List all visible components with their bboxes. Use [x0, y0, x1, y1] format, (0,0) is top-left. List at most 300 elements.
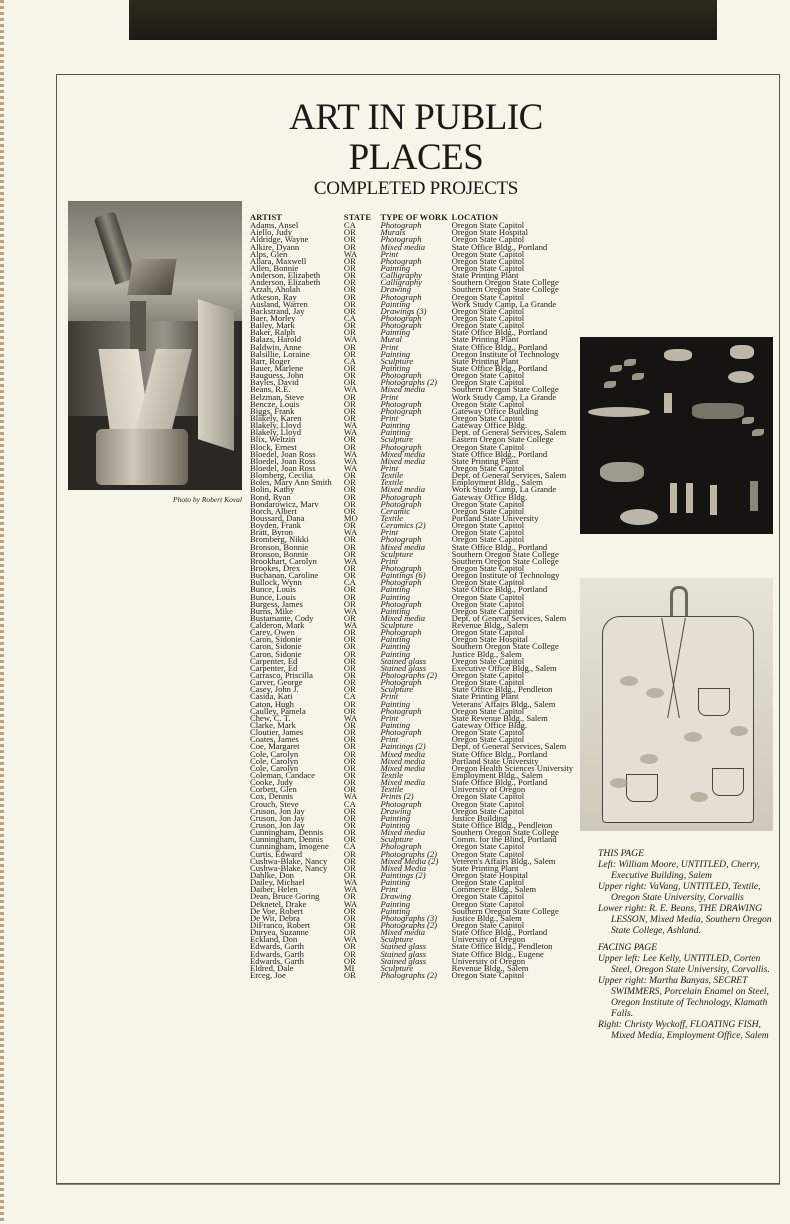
cell-state: OR — [343, 441, 356, 452]
cell-state: OR — [343, 955, 356, 966]
page-title-line-2: PLACES — [348, 137, 484, 178]
cell-location: Employment Bldg., Salem — [451, 770, 543, 781]
cell-type-of-work: Sculpture — [380, 834, 414, 845]
cell-location: Executive Office Bldg., Salem — [451, 662, 557, 673]
caption-this-page-heading: THIS PAGE — [598, 848, 644, 859]
cell-location: Oregon State Hospital — [451, 869, 528, 880]
cell-state: OR — [343, 612, 356, 623]
cell-type-of-work: Drawings (3) — [380, 305, 427, 316]
cell-location: State Office Bldg., Portland — [451, 748, 548, 759]
cell-type-of-work: Print — [380, 248, 399, 259]
table-row — [250, 879, 590, 886]
cell-location: Oregon State Capitol — [451, 605, 525, 616]
cell-type-of-work: Photograph — [380, 370, 422, 381]
cell-type-of-work: Paintings (2) — [380, 741, 426, 752]
cell-state: MI — [343, 962, 355, 973]
cell-type-of-work: Photograph — [380, 220, 422, 231]
jacket-hanger — [670, 586, 688, 619]
cell-location: State Office Bldg., Portland — [451, 541, 548, 552]
cell-artist: Borch, Albert — [250, 505, 297, 516]
photo-captions — [598, 848, 778, 1041]
textile-figure — [686, 483, 693, 513]
cell-artist: Cole, Carolyn — [250, 755, 299, 766]
cell-type-of-work: Mixed media — [380, 748, 426, 759]
cell-type-of-work: Murals — [380, 227, 406, 238]
cell-artist: Baldwin, Anne — [250, 341, 302, 352]
cell-location: State Office Bldg., Eugene — [451, 948, 544, 959]
cell-artist: Aiello, Judy — [250, 227, 293, 238]
cell-state: OR — [343, 377, 356, 388]
jacket-pocket — [698, 688, 730, 716]
cell-artist: Block, Ernest — [250, 441, 297, 452]
cell-location: Dept. of General Services, Salem — [451, 612, 567, 623]
page-binding-edge — [0, 0, 4, 1224]
cell-type-of-work: Photographs (2) — [380, 969, 438, 980]
cell-type-of-work: Print — [380, 462, 399, 473]
cell-type-of-work: Mixed media — [380, 455, 426, 466]
cell-artist: Boyden, Frank — [250, 520, 302, 531]
cell-location: Oregon State Capitol — [451, 655, 525, 666]
cell-state: OR — [343, 591, 356, 602]
cell-state: OR — [343, 705, 356, 716]
cell-artist: Blakely, Karen — [250, 412, 302, 423]
cell-location: Oregon State Capitol — [451, 220, 525, 231]
cell-type-of-work: Photograph — [380, 498, 422, 509]
cell-type-of-work: Painting — [380, 420, 411, 431]
cell-type-of-work: Painting — [380, 298, 411, 309]
cell-artist: Cruson, Jon Jay — [250, 820, 305, 830]
cell-artist: Bustamante, Cody — [250, 612, 314, 623]
cell-artist: Boles, Mary Ann Smith — [250, 477, 332, 488]
cell-location: Southern Oregon State College — [451, 277, 559, 288]
cell-artist: De Voe, Robert — [250, 905, 303, 916]
cell-type-of-work: Painting — [380, 427, 411, 438]
table-row — [250, 729, 590, 736]
cell-state: OR — [343, 777, 356, 788]
table-row — [250, 969, 590, 980]
completed-projects-table — [250, 214, 590, 979]
cell-type-of-work: Print — [380, 391, 399, 402]
cell-state: WA — [343, 462, 358, 473]
cell-location: State Printing Plant — [451, 355, 519, 366]
cell-artist: Baker, Ralph — [250, 327, 295, 338]
cell-artist: Brookes, Drex — [250, 562, 301, 573]
cell-state: OR — [343, 541, 356, 552]
cell-state: OR — [343, 748, 356, 759]
cell-artist: Edwards, Garth — [250, 948, 304, 959]
cell-artist: Beans, R.E. — [250, 384, 291, 395]
cell-location: Portland State University — [451, 755, 539, 766]
header-black-bar — [129, 0, 717, 40]
textile-animal — [730, 345, 754, 359]
cell-type-of-work: Drawing — [380, 891, 412, 902]
table-row — [250, 348, 590, 359]
cell-type-of-work: Stained glass — [380, 941, 427, 952]
cell-location: Oregon State Capitol — [451, 320, 525, 331]
cell-state: OR — [343, 869, 356, 880]
cell-artist: Bunce, Louis — [250, 584, 296, 595]
cell-artist: Burns, Mike — [250, 605, 293, 616]
cell-type-of-work: Print — [380, 734, 399, 745]
cell-artist: Calderon, Mark — [250, 620, 305, 631]
cell-type-of-work: Mixed media — [380, 384, 426, 395]
cell-artist: Eckland, Don — [250, 934, 298, 945]
cell-location: University of Oregon — [451, 784, 526, 795]
cell-state: WA — [343, 898, 358, 909]
cell-location: State Office Bldg., Portland — [451, 777, 548, 788]
cell-state: OR — [343, 927, 356, 938]
cell-state: OR — [343, 298, 356, 309]
cell-location: Employment Bldg., Salem — [451, 477, 543, 488]
cell-artist: Cox, Dennis — [250, 791, 293, 802]
cell-location: Oregon State Capitol — [451, 705, 525, 716]
cell-state: OR — [343, 477, 356, 488]
textile-figure — [710, 485, 717, 515]
cell-state: OR — [343, 762, 356, 773]
cell-artist: Casida, Kati — [250, 691, 293, 702]
sculpture-stem — [130, 301, 146, 351]
cell-artist: Chew, C. T. — [250, 712, 291, 723]
cell-artist: Coleman, Candace — [250, 770, 315, 781]
cell-state: WA — [343, 877, 358, 888]
cell-location: University of Oregon — [451, 955, 526, 966]
cell-state: OR — [343, 263, 356, 274]
cell-type-of-work: Photographs (3) — [380, 912, 438, 923]
cell-artist: Blix, Weltzin — [250, 434, 296, 445]
cell-state: CA — [343, 577, 356, 588]
cell-artist: Duryea, Suzanne — [250, 927, 309, 938]
cell-artist: Bullock, Wynn — [250, 577, 302, 588]
cell-type-of-work: Mixed media — [380, 484, 426, 495]
cell-artist: Cooke, Judy — [250, 777, 293, 788]
cell-state: OR — [343, 398, 356, 409]
cell-type-of-work: Painting — [380, 605, 411, 616]
cell-state: OR — [343, 270, 356, 281]
cell-type-of-work: Stained glass — [380, 948, 427, 959]
cell-state: OR — [343, 827, 356, 838]
cell-artist: Backstrand, Jay — [250, 305, 305, 316]
cell-state: OR — [343, 648, 356, 659]
cell-artist: Buchanan, Caroline — [250, 570, 319, 581]
cell-location: Eastern Oregon State College — [451, 434, 554, 445]
cell-state: OR — [343, 820, 356, 830]
cell-location: Oregon State Capitol — [451, 534, 525, 545]
table-row — [250, 779, 590, 786]
cell-state: OR — [343, 241, 356, 252]
cell-artist: Cruson, Jon Jay — [250, 812, 305, 823]
cell-location: Dept. of General Services, Salem — [451, 741, 567, 752]
cell-type-of-work: Painting — [380, 348, 411, 359]
cell-artist: Caton, Hugh — [250, 698, 294, 709]
cell-artist: Alps, Glen — [250, 248, 288, 259]
cell-artist: Casey, John J. — [250, 684, 299, 695]
cell-artist: Bratt, Byron — [250, 527, 293, 538]
page-title-line-1: ART IN PUBLIC — [289, 97, 543, 138]
cell-artist: Balsillie, Loraine — [250, 348, 310, 359]
table-row — [250, 686, 590, 693]
textile-pig — [620, 509, 658, 525]
cell-type-of-work: Print — [380, 341, 399, 352]
cell-artist: Bayles, David — [250, 377, 299, 388]
cell-state: OR — [343, 405, 356, 416]
table-body — [250, 222, 590, 979]
cell-type-of-work: Sculpture — [380, 620, 414, 631]
cell-type-of-work: Photograph — [380, 234, 422, 245]
cell-artist: Caron, Sidonie — [250, 634, 302, 645]
page-subtitle: COMPLETED PROJECTS — [313, 178, 519, 199]
textile-figure — [750, 481, 758, 511]
cell-type-of-work: Mixed Media — [380, 862, 427, 873]
textile-leaf — [742, 417, 754, 424]
textile-figure — [664, 393, 672, 413]
cell-location: Comm. for the Blind, Portland — [451, 834, 557, 845]
cell-type-of-work: Painting — [380, 820, 411, 830]
cell-type-of-work: Drawing — [380, 805, 412, 816]
cell-state: CA — [343, 798, 356, 809]
cell-artist: Edwards, Garth — [250, 941, 304, 952]
cell-type-of-work: Photograph — [380, 798, 422, 809]
cell-state: OR — [343, 277, 356, 288]
cell-type-of-work: Sculpture — [380, 684, 414, 695]
table-row — [250, 222, 590, 229]
cell-type-of-work: Sculpture — [380, 548, 414, 559]
cell-type-of-work: Print — [380, 691, 399, 702]
cell-location: Revenue Bldg., Salem — [451, 962, 529, 973]
cell-location: Oregon State Capitol — [451, 562, 525, 573]
cell-location: Oregon State Capitol — [451, 791, 525, 802]
caption-item: Upper right: VaVang, UNTITLED, Textile, Oregon State University, Corvallis — [598, 881, 761, 903]
cell-location: Justice Bldg., Salem — [451, 648, 522, 659]
cell-state: OR — [343, 505, 356, 516]
cell-state: OR — [343, 684, 356, 695]
cell-artist: Eldred, Dale — [250, 962, 294, 973]
cell-artist: Coe, Margaret — [250, 741, 300, 752]
textile-leaf — [624, 359, 636, 366]
table-row — [250, 929, 590, 936]
cell-location: Oregon State Capitol — [451, 313, 525, 324]
cell-location: Oregon State Capitol — [451, 891, 525, 902]
cell-type-of-work: Stained glass — [380, 662, 427, 673]
cell-artist: Bolin, Kathy — [250, 484, 295, 495]
cell-type-of-work: Mixed media — [380, 927, 426, 938]
cell-state: OR — [343, 370, 356, 381]
cell-location: Oregon State Capitol — [451, 848, 525, 859]
cell-type-of-work: Mural — [380, 334, 402, 345]
cell-artist: Blomberg, Cecilia — [250, 470, 313, 481]
cell-artist: Blakely, Lloyd — [250, 427, 301, 438]
cell-state: OR — [343, 434, 356, 445]
cell-artist: Carver, George — [250, 677, 303, 688]
cell-location: Oregon State Capitol — [451, 370, 525, 381]
cell-type-of-work: Textile — [380, 477, 404, 488]
cell-state: OR — [343, 948, 356, 959]
cell-location: Southern Oregon State College — [451, 555, 559, 566]
cell-type-of-work: Photographs (2) — [380, 919, 438, 930]
cell-state: OR — [343, 891, 356, 902]
cell-artist: Adams, Ansel — [250, 220, 299, 231]
cell-type-of-work: Textile — [380, 512, 404, 523]
cell-artist: Clarke, Mark — [250, 720, 296, 731]
cell-artist: Caron, Sidonie — [250, 641, 302, 652]
cell-state: WA — [343, 448, 358, 459]
cell-location: Work Study Camp, La Grande — [451, 391, 557, 402]
cell-state: OR — [343, 491, 356, 502]
cell-type-of-work: Painting — [380, 720, 411, 731]
cell-artist: Baer, Morley — [250, 313, 296, 324]
cell-state: OR — [343, 741, 356, 752]
cell-location: Gateway Office Bldg. — [451, 720, 528, 731]
cell-artist: Cunningham, Dennis — [250, 827, 324, 838]
cell-artist: Corbett, Glen — [250, 784, 297, 795]
cell-state: OR — [343, 305, 356, 316]
textile-leaf — [632, 373, 644, 380]
cell-type-of-work: Photograph — [380, 677, 422, 688]
cell-artist: Cruson, Jon Jay — [250, 805, 305, 816]
cell-location: University of Oregon — [451, 934, 526, 945]
cell-state: OR — [343, 327, 356, 338]
cell-location: Oregon State Capitol — [451, 248, 525, 259]
cell-location: Justice Building — [451, 812, 508, 823]
cell-type-of-work: Photograph — [380, 441, 422, 452]
cell-location: State Office Bldg., Portland — [451, 327, 548, 338]
cell-artist: Bloedel, Joan Ross — [250, 448, 316, 459]
cell-state: OR — [343, 812, 356, 823]
cell-location: Oregon State Capitol — [451, 305, 525, 316]
cell-state: OR — [343, 470, 356, 481]
cell-state: OR — [343, 412, 356, 423]
table-row — [250, 522, 590, 529]
cell-location: Oregon State Capitol — [451, 677, 525, 688]
cell-type-of-work: Photograph — [380, 405, 422, 416]
cell-location: Oregon State Capitol — [451, 969, 525, 980]
cell-location: Revenue Bldg., Salem — [451, 620, 529, 631]
cell-state: OR — [343, 734, 356, 745]
cell-state: OR — [343, 391, 356, 402]
cell-type-of-work: Mixed media — [380, 241, 426, 252]
cell-type-of-work: Photograph — [380, 320, 422, 331]
cell-location: Southern Oregon State College — [451, 827, 559, 838]
cell-location: State Printing Plant — [451, 862, 519, 873]
cell-type-of-work: Drawing — [380, 284, 412, 295]
cell-artist: Cloutier, James — [250, 727, 304, 738]
cell-artist: Burgess, James — [250, 598, 303, 609]
cell-type-of-work: Photograph — [380, 727, 422, 738]
cell-artist: DiFranco, Robert — [250, 919, 311, 930]
table-row — [250, 712, 590, 723]
cell-artist: Carey, Owen — [250, 627, 295, 638]
cell-type-of-work: Calligraphy — [380, 277, 422, 288]
cell-type-of-work: Mixed media — [380, 777, 426, 788]
cell-location: Portland State University — [451, 512, 539, 523]
cell-location: Veteren's Affairs Bldg., Salem — [451, 855, 556, 866]
cell-state: OR — [343, 919, 356, 930]
cell-artist: Belzman, Steve — [250, 391, 304, 402]
cell-location: State Printing Plant — [451, 691, 519, 702]
cell-state: CA — [343, 220, 356, 231]
cell-state: OR — [343, 662, 356, 673]
cell-location: Oregon State Capitol — [451, 234, 525, 245]
cell-location: Southern Oregon State College — [451, 284, 559, 295]
cell-location: Work Study Camp, La Grande — [451, 298, 557, 309]
cell-location: Oregon State Capitol — [451, 670, 525, 681]
cell-location: Oregon State Capitol — [451, 919, 525, 930]
cell-type-of-work: Stained glass — [380, 655, 427, 666]
cell-artist: Blakely, Lloyd — [250, 420, 301, 431]
cell-type-of-work: Photographs (2) — [380, 848, 438, 859]
jacket-fish-motif — [640, 754, 658, 764]
cell-location: Gateway Office Bldg. — [451, 420, 528, 431]
cell-location: State Office Bldg., Portland — [451, 584, 548, 595]
cell-location: State Printing Plant — [451, 334, 519, 345]
cell-type-of-work: Painting — [380, 812, 411, 823]
caption-item: Upper left: Lee Kelly, UNTITLED, Corten Steel, Oregon State University, Corvallis. — [598, 953, 770, 975]
cell-artist: Bauguess, John — [250, 370, 304, 381]
cell-artist: Bunce, Louis — [250, 591, 296, 602]
cell-state: MO — [343, 512, 358, 523]
cell-artist: Anderson, Elizabeth — [250, 277, 321, 288]
cell-artist: Curtis, Edward — [250, 848, 303, 859]
cell-type-of-work: Painting — [380, 641, 411, 652]
cell-type-of-work: Photograph — [380, 705, 422, 716]
cell-type-of-work: Mixed media — [380, 827, 426, 838]
cell-location: State Revenue Bldg., Salem — [451, 712, 548, 723]
cell-artist: Brookhart, Carolyn — [250, 555, 317, 566]
cell-type-of-work: Mixed media — [380, 762, 426, 773]
cell-type-of-work: Calligraphy — [380, 270, 422, 281]
cell-type-of-work: Photograph — [380, 598, 422, 609]
cell-location: Oregon State Capitol — [451, 441, 525, 452]
cell-state: WA — [343, 455, 358, 466]
cell-location: Oregon State Capitol — [451, 398, 525, 409]
jacket-pocket — [626, 774, 658, 802]
cell-artist: Cole, Carolyn — [250, 748, 299, 759]
cell-state: OR — [343, 598, 356, 609]
cell-artist: Bauer, Marlene — [250, 363, 304, 373]
cell-location: Gateway Office Building — [451, 405, 539, 416]
cell-artist: Carpenter, Ed — [250, 655, 298, 666]
cell-state: OR — [343, 720, 356, 731]
cell-artist: Bronson, Bonnie — [250, 541, 309, 552]
jacket-fish-motif — [620, 676, 638, 686]
cell-location: Oregon State Hospital — [451, 227, 528, 238]
table-row — [250, 329, 590, 336]
cell-type-of-work: Ceramics (2) — [380, 520, 426, 531]
cell-type-of-work: Photograph — [380, 534, 422, 545]
cell-type-of-work: Photograph — [380, 627, 422, 638]
cell-state: OR — [343, 969, 356, 980]
cell-state: OR — [343, 534, 356, 545]
cell-location: Oregon State Capitol — [451, 412, 525, 423]
cell-state: OR — [343, 698, 356, 709]
column-header-location: LOCATION — [451, 213, 499, 222]
cell-artist: Atkeson, Ray — [250, 291, 297, 302]
cell-state: OR — [343, 584, 356, 595]
cell-type-of-work: Painting — [380, 327, 411, 338]
cell-state: OR — [343, 784, 356, 795]
cell-state: CA — [343, 841, 356, 852]
cell-artist: Bond, Ryan — [250, 491, 291, 502]
cell-location: Oregon State Capitol — [451, 462, 525, 473]
cell-location: Oregon State Capitol — [451, 598, 525, 609]
cell-type-of-work: Photograph — [380, 255, 422, 266]
cell-type-of-work: Photograph — [380, 577, 422, 588]
cell-state: CA — [343, 313, 356, 324]
cell-location: Oregon State Capitol — [451, 520, 525, 531]
cell-artist: Barr, Roger — [250, 355, 291, 366]
cell-location: Oregon State Capitol — [451, 627, 525, 638]
cell-location: Oregon Health Sciences University — [451, 762, 574, 773]
cell-location: Oregon State Capitol — [451, 291, 525, 302]
